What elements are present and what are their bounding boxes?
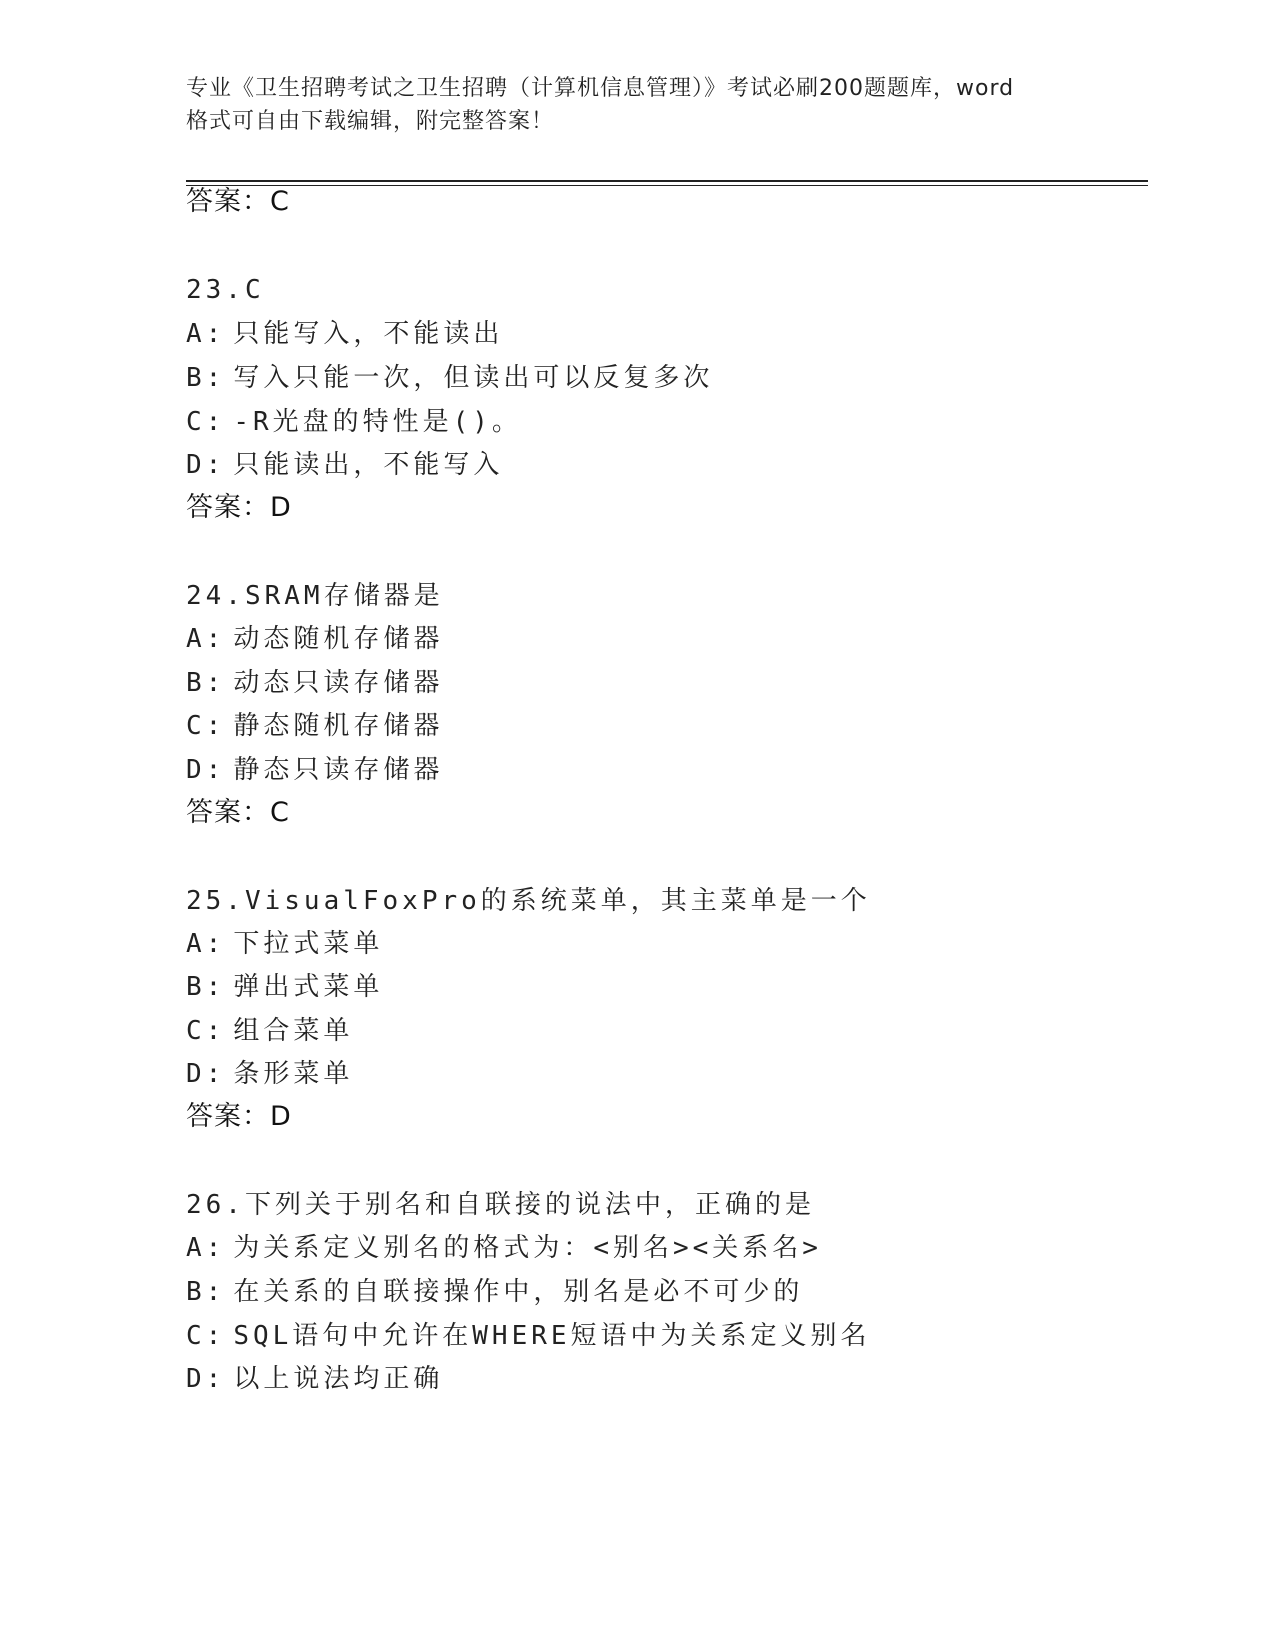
question-24-answer: 答案：C bbox=[186, 797, 290, 828]
question-24-stem: 24.SRAM存储器是 bbox=[186, 581, 444, 611]
option-text: 只能写入，不能读出 bbox=[233, 319, 504, 349]
question-25-option-d bbox=[186, 1056, 353, 1092]
question-25-stem: 25.VisualFoxPro的系统菜单，其主菜单是一个 bbox=[186, 886, 871, 916]
header-divider bbox=[186, 180, 1148, 186]
question-23-option-a bbox=[186, 316, 503, 352]
question-23-option-c bbox=[186, 404, 522, 440]
option-text: 以上说法均正确 bbox=[233, 1364, 444, 1394]
option-label: D: bbox=[186, 450, 226, 480]
option-label: C: bbox=[186, 407, 226, 437]
option-text: 在关系的自联接操作中，别名是必不可少的 bbox=[233, 1277, 804, 1307]
document-header bbox=[186, 72, 1086, 138]
option-text: 为关系定义别名的格式为：<别名><关系名> bbox=[233, 1233, 822, 1263]
question-25-option-a bbox=[186, 926, 383, 962]
option-label: D: bbox=[186, 755, 226, 785]
document-page bbox=[186, 0, 1146, 1650]
question-26-option-b bbox=[186, 1274, 803, 1310]
option-label: C: bbox=[186, 711, 226, 741]
answer-previous: 答案：C bbox=[186, 186, 290, 217]
option-label: B: bbox=[186, 363, 226, 393]
option-text: 静态随机存储器 bbox=[233, 711, 444, 741]
question-23-option-d bbox=[186, 447, 503, 483]
option-text: 组合菜单 bbox=[233, 1016, 354, 1046]
question-26-stem: 26.下列关于别名和自联接的说法中，正确的是 bbox=[186, 1190, 815, 1220]
question-25-answer: 答案：D bbox=[186, 1101, 292, 1132]
option-label: C: bbox=[186, 1321, 226, 1351]
question-23-stem: 23.C bbox=[186, 275, 265, 305]
option-label: B: bbox=[186, 1277, 226, 1307]
question-26-option-c bbox=[186, 1318, 871, 1354]
option-label: A: bbox=[186, 1233, 226, 1263]
question-24-option-a bbox=[186, 621, 443, 657]
option-label: A: bbox=[186, 319, 226, 349]
header-line-1: 专业《卫生招聘考试之卫生招聘（计算机信息管理）》考试必刷200题题库，word bbox=[186, 76, 1015, 101]
option-text: 动态只读存储器 bbox=[233, 668, 444, 698]
question-24-option-c bbox=[186, 708, 443, 744]
option-text: -R光盘的特性是()。 bbox=[233, 407, 522, 437]
option-text: SQL语句中允许在WHERE短语中为关系定义别名 bbox=[233, 1321, 871, 1351]
option-label: A: bbox=[186, 929, 226, 959]
option-label: D: bbox=[186, 1059, 226, 1089]
option-label: D: bbox=[186, 1364, 226, 1394]
question-25-option-b bbox=[186, 969, 383, 1005]
header-line-2: 格式可自由下载编辑，附完整答案！ bbox=[186, 109, 555, 134]
option-text: 静态只读存储器 bbox=[233, 755, 444, 785]
option-label: B: bbox=[186, 668, 226, 698]
option-text: 下拉式菜单 bbox=[233, 929, 384, 959]
question-23-answer: 答案：D bbox=[186, 492, 292, 523]
option-label: A: bbox=[186, 624, 226, 654]
question-25-option-c bbox=[186, 1013, 353, 1049]
option-text: 写入只能一次，但读出可以反复多次 bbox=[233, 363, 714, 393]
option-text: 动态随机存储器 bbox=[233, 624, 444, 654]
question-26-option-d bbox=[186, 1361, 443, 1397]
question-23-option-b bbox=[186, 360, 713, 396]
question-24-option-d bbox=[186, 752, 443, 788]
option-text: 只能读出，不能写入 bbox=[233, 450, 504, 480]
option-label: B: bbox=[186, 972, 226, 1002]
option-text: 条形菜单 bbox=[233, 1059, 354, 1089]
option-text: 弹出式菜单 bbox=[233, 972, 384, 1002]
question-26-option-a bbox=[186, 1230, 822, 1266]
question-24-option-b bbox=[186, 665, 443, 701]
option-label: C: bbox=[186, 1016, 226, 1046]
